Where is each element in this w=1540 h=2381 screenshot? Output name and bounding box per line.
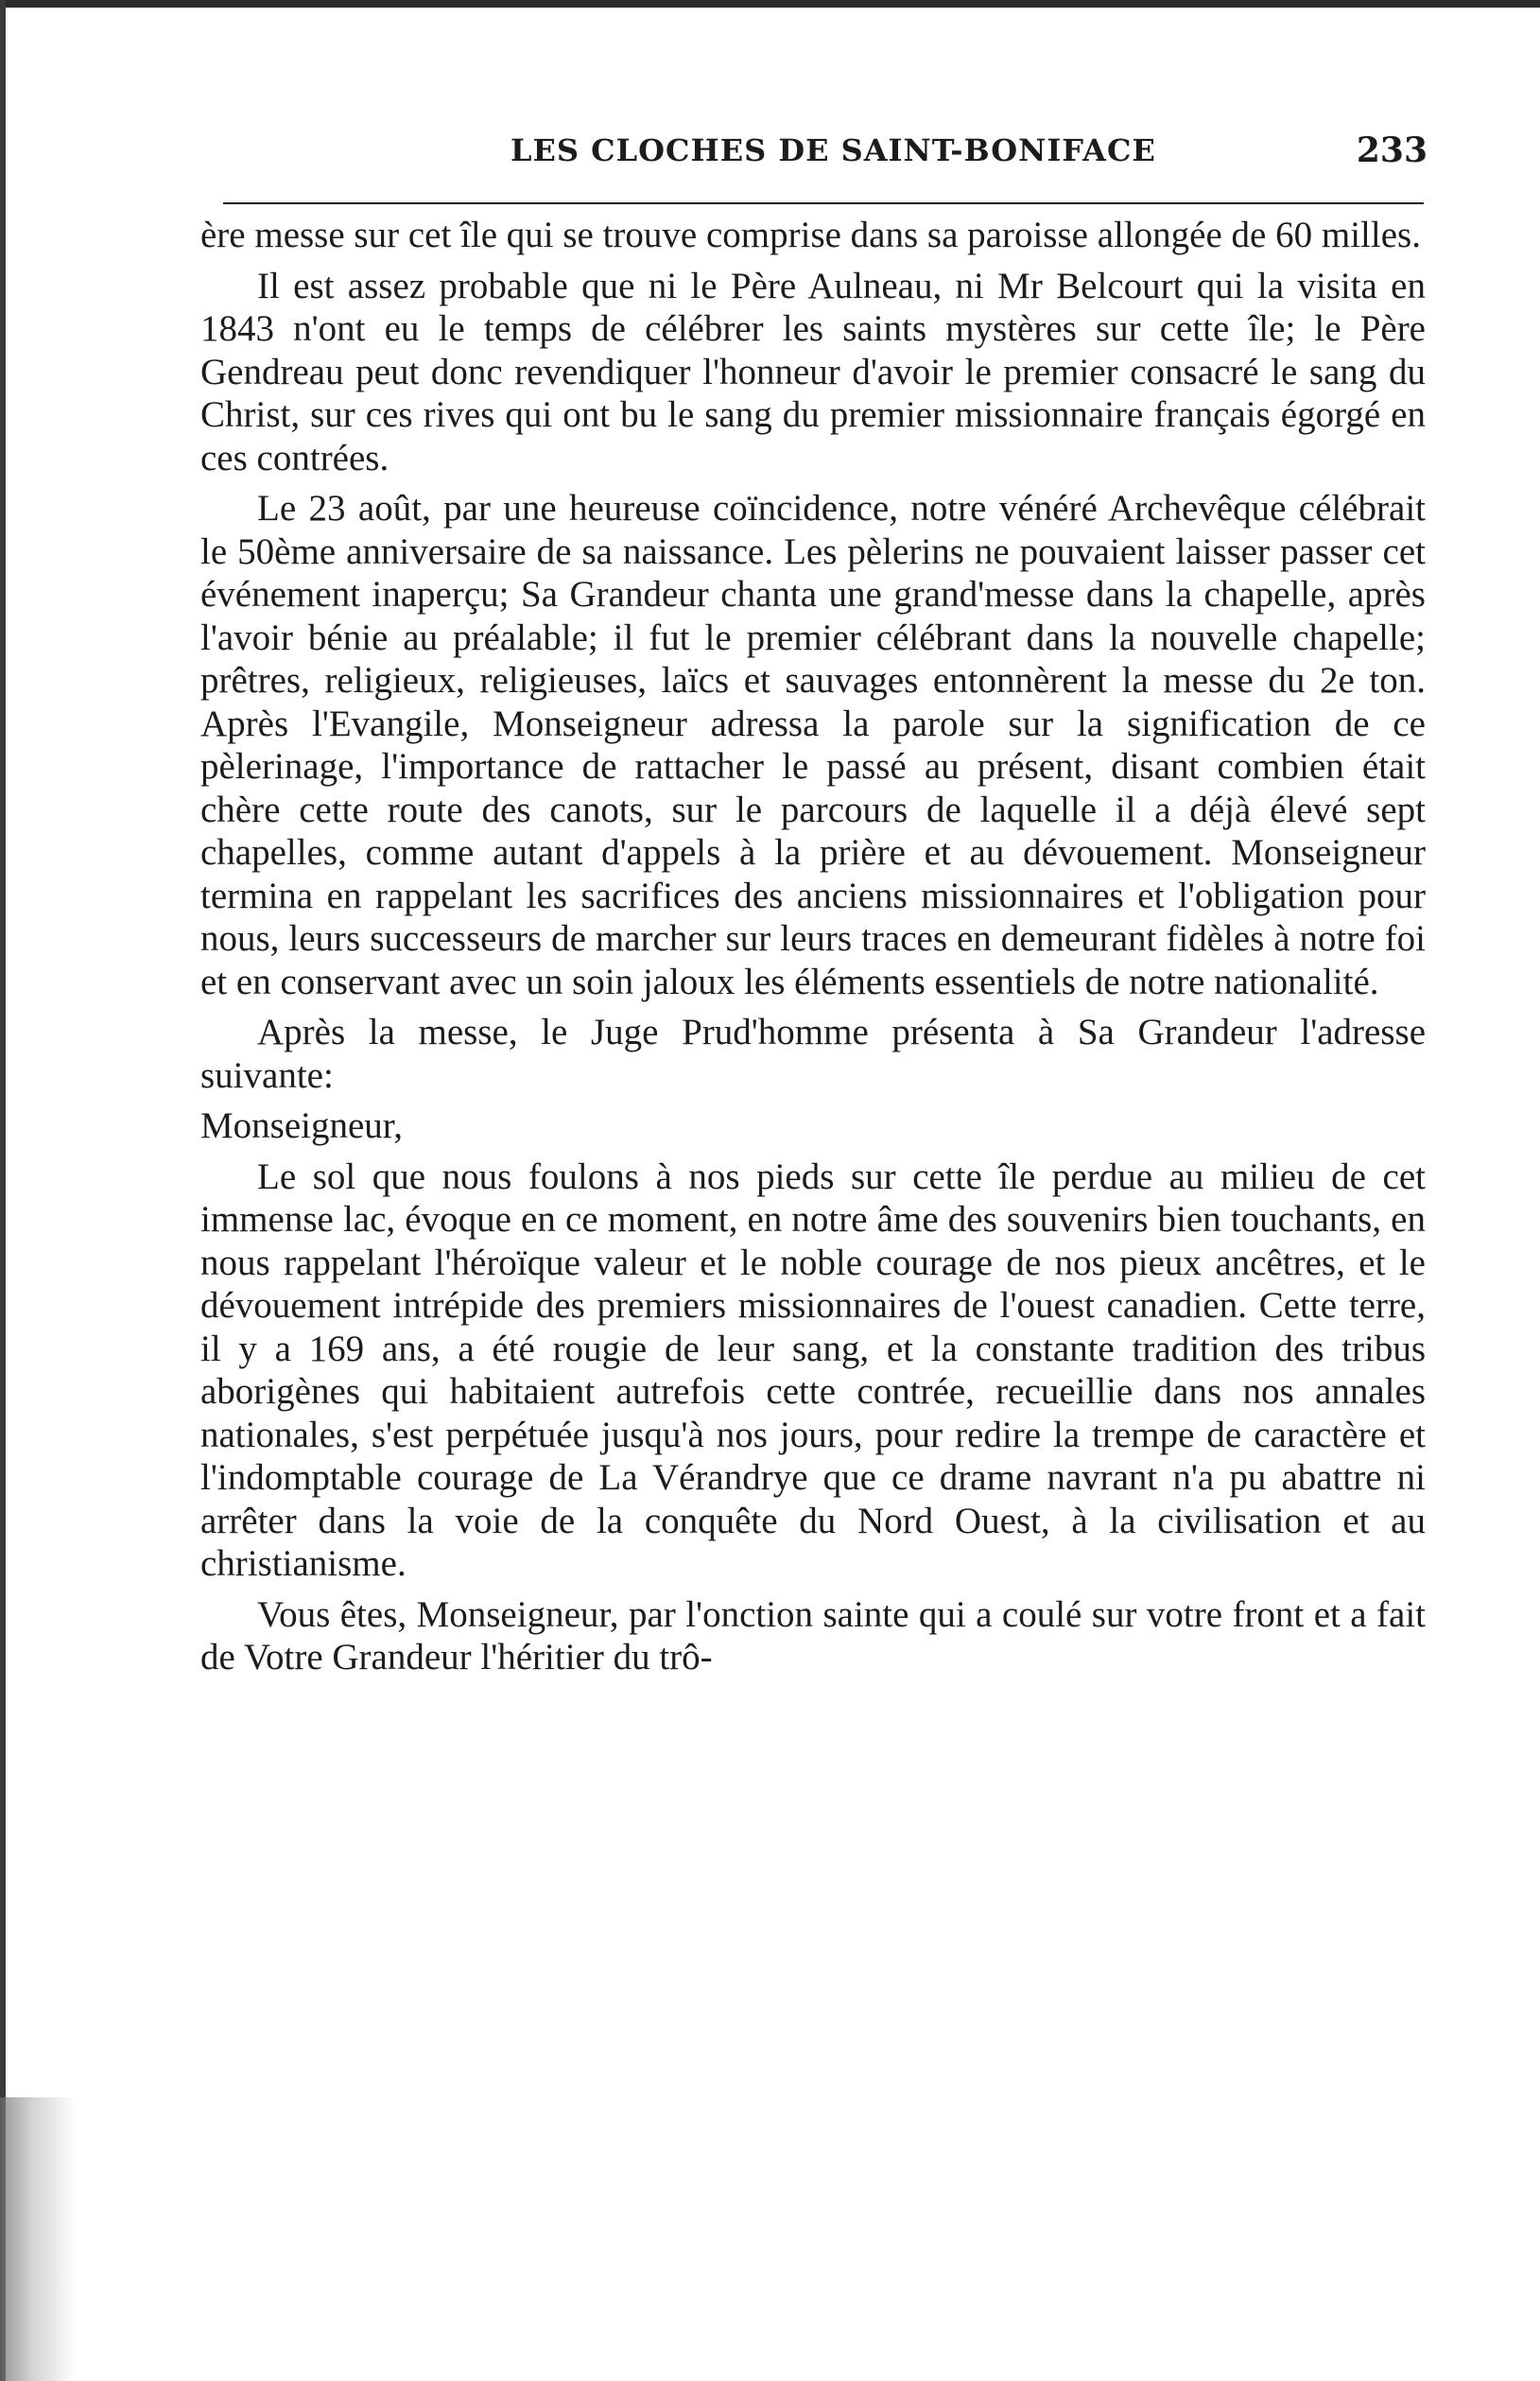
running-title: LES CLOCHES DE SAINT-BONIFACE [510,132,1156,168]
page-number: 233 [1356,130,1428,170]
header-rule [223,202,1424,204]
scan-shadow-corner [0,2097,76,2381]
running-header [199,127,1428,174]
salutation: Monseigneur, [200,1105,403,1146]
scan-border-top [0,0,1540,8]
paragraph: Vous êtes, Monseigneur, par l'onction sainte qui a coulé sur votre front et a fait de Votre Grandeur l'héritier du trô- [200,1593,1426,1677]
paragraph: Après la messe, le Juge Prud'homme présenta à Sa Grandeur l'adresse suivante: [200,1012,1426,1096]
paragraph: Le 23 août, par une heureuse coïncidence, notre vénéré Archevêque célébrait le 50ème anniversaire de sa naissance. Les pèlerins ne pouvaient laisser passer cet événement inaperçu; Sa Grandeur chanta une grand'messe dans la chapelle, après l'avoir bénie au préalable; il fut le premier célébrant dans la nouvelle chapelle; prêtres, religieux, religieuses, laïcs et sauvages entonnèrent la messe du 2e ton. Après l'Evangile, Monseigneur adressa la parole sur la signification de ce pèlerinage, l'importance de rattacher le passé au présent, disant combien était chère cette route des canots, sur le parcours de laquelle il a déjà élevé sept chapelles, comme autant d'appels à la prière et au dévouement. Monseigneur termina en rappelant les sacrifices des anciens missionnaires et l'obligation pour nous, leurs successeurs de marcher sur leurs traces en demeurant fidèles à notre foi et en conservant avec un soin jaloux les éléments essentiels de notre nationalité. [200,488,1426,1002]
paragraph-continued: ère messe sur cet île qui se trouve comprise dans sa paroisse allongée de 60 milles. [200,215,1421,255]
body-text [200,214,1426,1687]
scan-border-left [0,0,6,2381]
paragraph: Le sol que nous foulons à nos pieds sur cette île perdue au milieu de cet immense lac, évoque en ce moment, en notre âme des souvenirs bien touchants, en nous rappelant l'héroïque valeur et le noble courage de nos pieux ancêtres, et le dévouement intrépide des premiers missionnaires de l'ouest canadien. Cette terre, il y a 169 ans, a été rougie de leur sang, et la constante tradition des tribus aborigènes qui habitaient autrefois cette contrée, recueillie dans nos annales nationales, s'est perpétuée jusqu'à nos jours, pour redire la trempe de caractère et l'indomptable courage de La Vérandrye que ce drame navrant n'a pu abattre ni arrêter dans la voie de la conquête du Nord Ouest, à la civilisation et au christianisme. [200,1156,1426,1584]
paragraph: Il est assez probable que ni le Père Aulneau, ni Mr Belcourt qui la visita en 1843 n'ont eu le temps de célébrer les saints mystères sur cette île; le Père Gendreau peut donc revendiquer l'honneur d'avoir le premier consacré le sang du Christ, sur ces rives qui ont bu le sang du premier missionnaire français égorgé en ces contrées. [200,265,1426,478]
